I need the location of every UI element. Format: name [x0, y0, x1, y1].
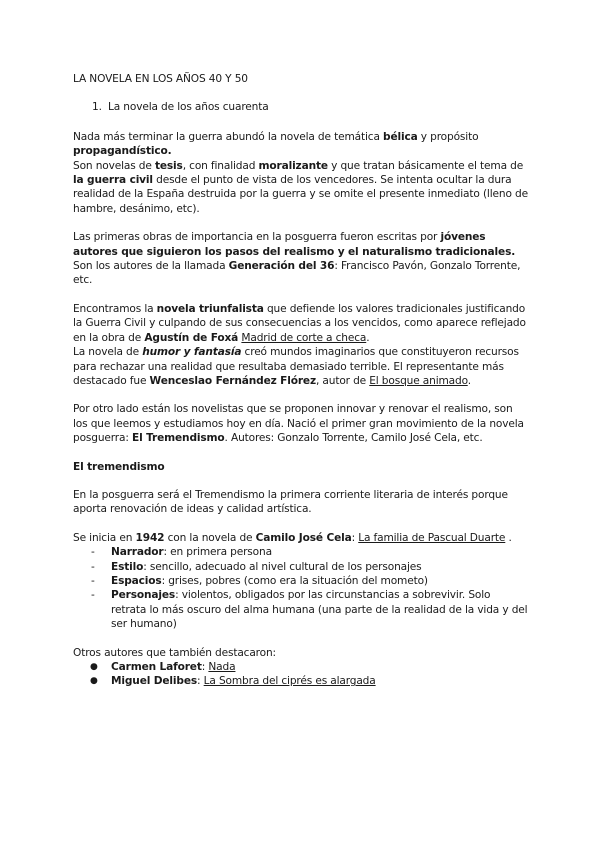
link-la-sombra-del-cipres[interactable]: La Sombra del ciprés es alargada	[203, 675, 376, 688]
link-el-bosque-animado[interactable]: El bosque animado	[369, 374, 468, 387]
paragraph-tremendismo-intro: En la posguerra será el Tremendismo la primera corriente literaria de interés porque aporta renovación de ideas y calidad artística.	[73, 488, 508, 516]
list-item: - Personajes: violentos, obligados por las circunstancias a sobrevivir. Solo retrata lo más oscuro del alma humana (una parte de la realidad de la vida y del ser humano)	[91, 589, 528, 631]
section-number: 1.	[92, 101, 102, 114]
list-item: ● Carmen Laforet: Nada	[90, 661, 236, 673]
list-item: ● Miguel Delibes: La Sombra del ciprés es alargada	[90, 675, 376, 688]
paragraph-belica: Nada más terminar la guerra abundó la novela de temática bélica y propósito propagandístico.	[73, 130, 479, 158]
document-title: LA NOVELA EN LOS AÑOS 40 Y 50	[73, 73, 248, 85]
paragraph-pascual-duarte: Se inicia en 1942 con la novela de Camilo José Cela: La familia de Pascual Duarte .	[73, 531, 512, 544]
paragraph-primeras-obras: Las primeras obras de importancia en la posguerra fueron escritas por jóvenes autores que siguieron los pasos del realismo y el naturalismo tradicionales. Son los autores de la llamada Generación del 36: Francisco Pavón, Gonzalo Torrente, etc.	[73, 231, 521, 287]
authors-list	[73, 660, 528, 689]
link-nada[interactable]: Nada	[208, 661, 236, 673]
link-la-familia-de-pascual-duarte[interactable]: La familia de Pascual Duarte	[358, 531, 506, 544]
paragraph-otros-autores: Otros autores que también destacaron:	[73, 646, 276, 659]
list-item: - Narrador: en primera persona	[91, 546, 272, 559]
features-list	[73, 545, 528, 631]
document-body	[73, 72, 528, 689]
paragraph-tesis: Son novelas de tesis, con finalidad moralizante y que tratan básicamente el tema de la guerra civil desde el punto de vista de los vencedores. Se intenta ocultar la dura realidad de la España destruida por la guerra y se omite el presente inmediato (lleno de hambre, desánimo, etc).	[73, 159, 528, 215]
paragraph-triunfalista: Encontramos la novela triunfalista que defiende los valores tradicionales justificando la Guerra Civil y culpando de sus consecuencias a los vencidos, como aparece reflejado en la obra de Agustín de Foxá Madrid de corte a checa.	[73, 302, 526, 344]
list-item: - Estilo: sencillo, adecuado al nivel cultural de los personajes	[91, 560, 422, 573]
paragraph-humor-fantasia: La novela de humor y fantasía creó mundos imaginarios que constituyeron recursos para rechazar una realidad que resultaba demasiado terrible. El representante más destacado fue Wenceslao Fernández Flórez, autor de El bosque animado.	[73, 346, 519, 387]
link-madrid-de-corte-a-checa[interactable]: Madrid de corte a checa	[241, 331, 367, 344]
list-item: - Espacios: grises, pobres (como era la situación del mometo)	[91, 574, 428, 587]
section-heading-tremendismo: El tremendismo	[73, 460, 165, 473]
section-heading-1	[92, 100, 528, 114]
section-heading-text: La novela de los años cuarenta	[108, 101, 269, 114]
paragraph-innovar: Por otro lado están los novelistas que se proponen innovar y renovar el realismo, son los que leemos y estudiamos hoy en día. Nació el primer gran movimiento de la novela posguerra: El Tremendismo. Autores: Gonzalo Torrente, Camilo José Cela, etc.	[73, 403, 524, 445]
